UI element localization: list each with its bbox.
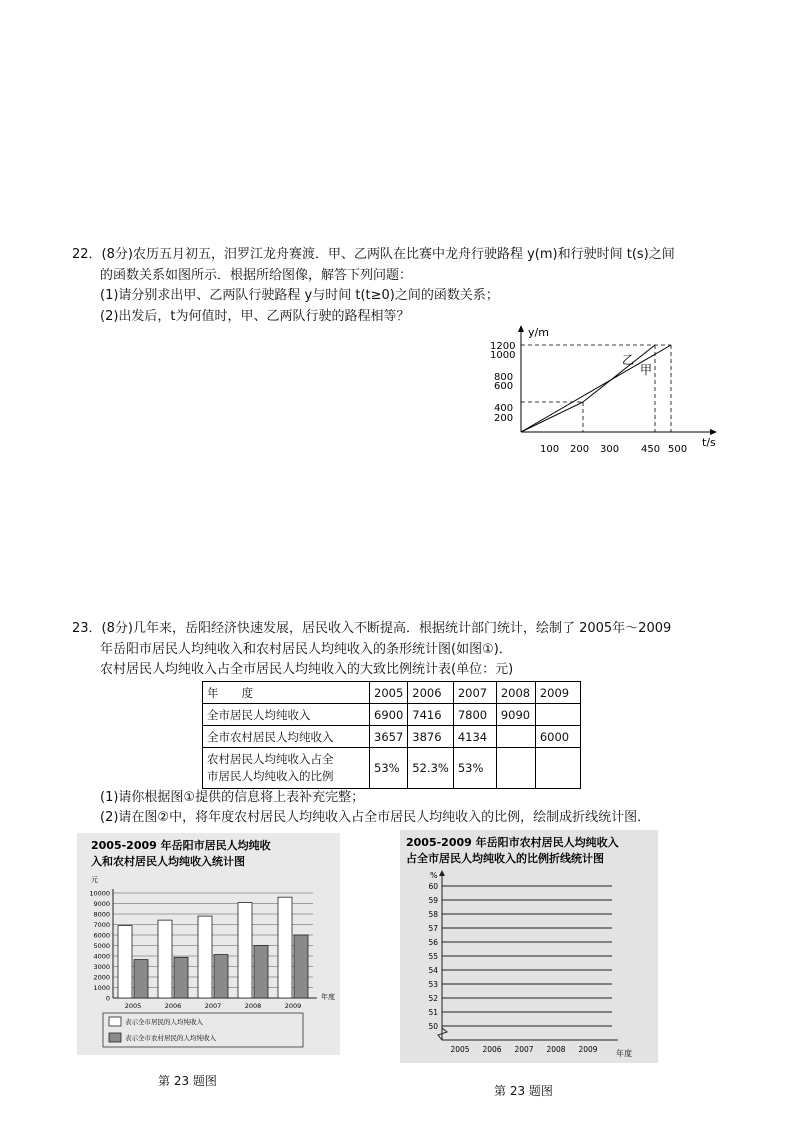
line-x-tick: 2009 <box>578 1045 598 1054</box>
legend-swatch-rural <box>109 1033 121 1042</box>
line-y-tick: 54 <box>428 966 438 975</box>
line-x-tick: 2006 <box>482 1045 502 1054</box>
series-jia-line <box>521 345 671 432</box>
bar-x-tick: 2007 <box>204 1002 222 1010</box>
table-cell <box>203 748 370 789</box>
table-cell: 6900 <box>370 704 408 726</box>
table-cell: 2007 <box>453 682 496 704</box>
figure2-caption: 第 23 题图 <box>494 1084 553 1098</box>
line-y-axis-arrow <box>439 870 445 876</box>
q22-line1: 22．(8分)农历五月初五，汨罗江龙舟赛渡．甲、乙两队在比赛中龙舟行驶路程 y(m)和行驶时间 t(s)之间 <box>72 247 675 262</box>
table-cell: 年 度 <box>203 682 370 704</box>
line-chart-xlabel: 年度 <box>616 1049 632 1058</box>
line-chart-title-2: 占全市居民人均纯收入的比例折线统计图 <box>406 852 604 865</box>
table-cell: 2005 <box>370 682 408 704</box>
bar-y-tick: 6000 <box>93 931 110 940</box>
row3-label-2: 市居民人均纯收入的比例 <box>207 769 334 783</box>
bar-city-2008 <box>238 903 252 998</box>
q22-subq1: (1)请分别求出甲、乙两队行驶路程 y与时间 t(t≥0)之间的函数关系； <box>100 288 499 303</box>
x-axis-arrow <box>710 429 717 435</box>
bar-chart-title-1: 2005-2009 年岳阳市居民人均纯收 <box>91 839 271 852</box>
line-x-tick: 2008 <box>546 1045 566 1054</box>
table-cell: 全市居民人均纯收入 <box>203 704 370 726</box>
bar-x-tick: 2006 <box>164 1002 182 1010</box>
table-cell: 全市农村居民人均纯收入 <box>203 726 370 748</box>
table-cell: 7800 <box>453 704 496 726</box>
table-cell: 3657 <box>370 726 408 748</box>
x-tick: 100 <box>540 444 560 455</box>
x-tick: 200 <box>570 444 590 455</box>
table-cell <box>496 726 535 748</box>
table-cell: 7416 <box>408 704 454 726</box>
bar-x-tick: 2009 <box>284 1002 302 1010</box>
line-y-tick: 53 <box>428 980 438 989</box>
line-y-tick: 50 <box>428 1022 438 1031</box>
table-cell: 9090 <box>496 704 535 726</box>
bar-chart-figure <box>77 833 340 1055</box>
bar-chart-ylabel: 元 <box>91 876 98 884</box>
line-chart-title-1: 2005-2009 年岳阳市农村居民人均纯收入 <box>406 836 619 849</box>
bar-y-tick: 2000 <box>93 973 110 982</box>
table-cell: 4134 <box>453 726 496 748</box>
table-row <box>203 704 581 726</box>
bar-x-tick: 2008 <box>244 1002 262 1010</box>
line-x-tick: 2007 <box>514 1045 534 1054</box>
table-cell: 2008 <box>496 682 535 704</box>
series-jia-label: 甲 <box>640 363 653 377</box>
series-yi-label: 乙 <box>622 353 635 367</box>
bar-y-tick: 0 <box>105 994 110 1003</box>
table-row <box>203 748 581 789</box>
y-axis-arrow <box>518 325 524 332</box>
x-tick: 450 <box>641 444 661 455</box>
table-cell: 2009 <box>535 682 580 704</box>
bar-y-tick: 4000 <box>93 952 110 961</box>
q23-line2: 年岳阳市居民人均纯收入和农村居民人均纯收入的条形统计图(如图①)． <box>100 642 512 657</box>
table-cell: 53% <box>370 748 408 789</box>
y-axis-label: y/m <box>528 326 549 339</box>
table-cell <box>535 704 580 726</box>
income-ratio-table <box>202 681 581 789</box>
y-tick: 200 <box>494 413 514 424</box>
bar-city-2006 <box>158 920 172 998</box>
bar-y-tick: 5000 <box>93 942 110 950</box>
line-chart-ylabel: % <box>430 871 438 880</box>
bar-city-2009 <box>278 897 292 998</box>
bar-city-2007 <box>198 916 212 998</box>
line-x-tick: 2005 <box>450 1045 470 1054</box>
line-y-tick: 57 <box>428 924 438 933</box>
y-tick: 1000 <box>490 350 516 361</box>
bar-x-tick: 2005 <box>124 1002 142 1010</box>
bar-rural-2008 <box>254 946 268 999</box>
bar-y-tick: 10000 <box>89 889 110 898</box>
bar-y-tick: 9000 <box>93 900 110 908</box>
legend-label-rural: 表示全市农村居民的人均纯收入 <box>125 1034 216 1042</box>
table-cell: 53% <box>453 748 496 789</box>
q22-graph <box>488 322 728 457</box>
bar-y-tick: 3000 <box>93 963 110 971</box>
bar-city-2005 <box>118 926 132 998</box>
bar-rural-2006 <box>174 957 188 998</box>
y-tick: 1200 <box>490 341 516 352</box>
bar-rural-2005 <box>134 960 148 998</box>
q23-subq1: (1)请你根据图①提供的信息将上表补充完整； <box>100 790 365 805</box>
table-row <box>203 726 581 748</box>
line-chart-figure <box>400 830 658 1063</box>
q23-line1: 23．(8分)几年来，岳阳经济快速发展，居民收入不断提高．根据统计部门统计，绘制了 2005年～2009 <box>72 621 672 636</box>
line-y-tick: 58 <box>428 910 438 919</box>
bar-y-tick: 1000 <box>93 984 110 992</box>
table-cell <box>496 748 535 789</box>
q22-line2: 的函数关系如图所示．根据所给图像，解答下列问题： <box>100 268 413 283</box>
table-cell: 52.3% <box>408 748 454 789</box>
y-tick: 600 <box>494 381 514 392</box>
table-header-row <box>203 682 581 704</box>
bar-chart-title-2: 入和农村居民人均纯收入统计图 <box>91 855 245 868</box>
bar-chart-xlabel: 年度 <box>321 993 335 1001</box>
bar-y-tick: 8000 <box>93 910 110 919</box>
table-cell: 6000 <box>535 726 580 748</box>
bar-rural-2007 <box>214 955 228 998</box>
table-cell: 2006 <box>408 682 454 704</box>
line-y-tick: 52 <box>428 994 438 1003</box>
line-y-tick: 51 <box>428 1008 438 1017</box>
bar-rural-2009 <box>294 935 308 998</box>
series-yi-line <box>521 345 655 432</box>
q23-subq2: (2)请在图②中，将年度农村居民人均纯收入占全市居民人均纯收入的比例，绘制成折线统计图． <box>100 810 651 825</box>
x-tick: 500 <box>668 444 688 455</box>
table-cell: 3876 <box>408 726 454 748</box>
legend-swatch-city <box>109 1017 121 1026</box>
row3-label-1: 农村居民人均纯收入占全 <box>207 752 334 766</box>
line-y-tick: 56 <box>428 938 438 947</box>
line-y-tick: 60 <box>428 882 438 891</box>
figure1-caption: 第 23 题图 <box>158 1074 217 1088</box>
legend-label-city: 表示全市居民的人均纯收入 <box>125 1018 203 1026</box>
line-y-tick: 59 <box>428 896 438 905</box>
x-tick: 300 <box>600 444 620 455</box>
q23-line3: 农村居民人均纯收入占全市居民人均纯收入的大致比例统计表(单位：元) <box>100 662 514 677</box>
bar-y-tick: 7000 <box>93 921 110 929</box>
y-tick: 400 <box>494 403 514 414</box>
x-axis-label: t/s <box>702 436 716 449</box>
line-y-tick: 55 <box>428 952 438 961</box>
table-cell <box>535 748 580 789</box>
q22-subq2: (2)出发后，t为何值时，甲、乙两队行驶的路程相等？ <box>100 309 410 324</box>
y-tick: 800 <box>494 372 514 383</box>
